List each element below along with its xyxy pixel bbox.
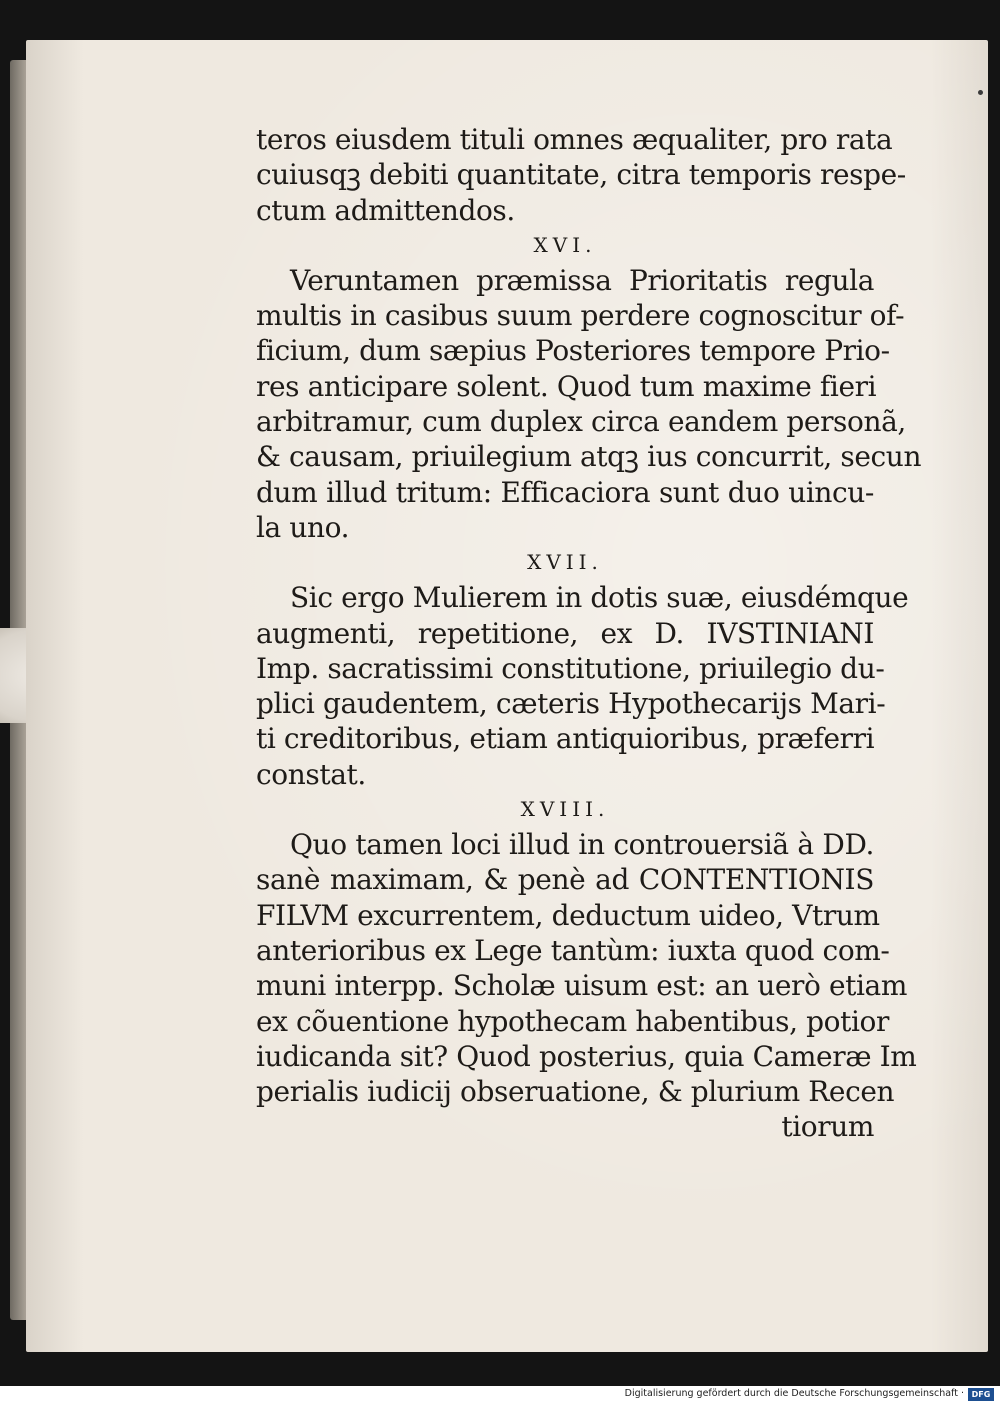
section-number: XVIII. — [520, 797, 610, 822]
text-line: augmenti, repetitione, ex D. IVSTINIANI — [256, 616, 874, 650]
text-line: la uno. — [256, 510, 350, 544]
text-line: FILVM excurrentem, deductum uideo, Vtrum — [256, 898, 880, 932]
text-line: Veruntamen præmissa Prioritatis regula — [290, 263, 874, 297]
paragraph — [256, 827, 917, 1145]
text-line: arbitramur, cum duplex circa eandem personã, — [256, 405, 906, 439]
text-line: iudicanda sit? Quod posterius, quia Cameræ Im — [256, 1039, 917, 1073]
section-number: XVI. — [533, 232, 597, 257]
text-line: ctum admittendos. — [256, 193, 515, 227]
page-text — [256, 122, 922, 1145]
paragraph — [256, 263, 922, 545]
text-line: anterioribus ex Lege tantùm: iuxta quod com- — [256, 933, 890, 967]
text-line: perialis iudicij obseruatione, & plurium Recen — [256, 1075, 895, 1109]
paragraph — [256, 122, 906, 228]
text-line: Imp. sacratissimi constitutione, priuilegio du- — [256, 651, 885, 685]
section-number: XVII. — [527, 550, 603, 575]
paragraph — [256, 580, 909, 792]
text-line: ex cõuentione hypothecam habentibus, potior — [256, 1004, 889, 1038]
text-line: plici gaudentem, cæteris Hypothecarijs Mari- — [256, 687, 886, 721]
text-line: & causam, priuilegium atqꝫ ius concurrit, secun — [256, 440, 922, 474]
text-line: constat. — [256, 757, 366, 791]
text-line: ficium, dum sæpius Posteriores tempore Prio- — [256, 334, 890, 368]
text-line: sanè maximam, & penè ad CONTENTIONIS — [256, 863, 874, 897]
dfg-logo-icon: DFG — [968, 1388, 994, 1401]
text-line: Quo tamen loci illud in controuersiã à DD. — [290, 828, 874, 862]
text-line: cuiusqꝫ debiti quantitate, citra temporis respe- — [256, 158, 906, 192]
digitization-credit: Digitalisierung gefördert durch die Deutsche Forschungsgemeinschaft · — [624, 1388, 964, 1399]
text-line: ti creditoribus, etiam antiquioribus, præferri — [256, 722, 875, 756]
text-line: teros eiusdem tituli omnes æqualiter, pro rata — [256, 123, 893, 156]
text-line: muni interpp. Scholæ uisum est: an uerò etiam — [256, 969, 908, 1003]
text-line: multis in casibus suum perdere cognoscitur of- — [256, 299, 905, 333]
text-line: res anticipare solent. Quod tum maxime fieri — [256, 369, 877, 403]
text-line: Sic ergo Mulierem in dotis suæ, eiusdémque — [290, 581, 909, 615]
catchword: tiorum — [781, 1110, 874, 1144]
page-mark — [978, 90, 983, 95]
text-line: dum illud tritum: Efficaciora sunt duo uincu- — [256, 475, 874, 509]
